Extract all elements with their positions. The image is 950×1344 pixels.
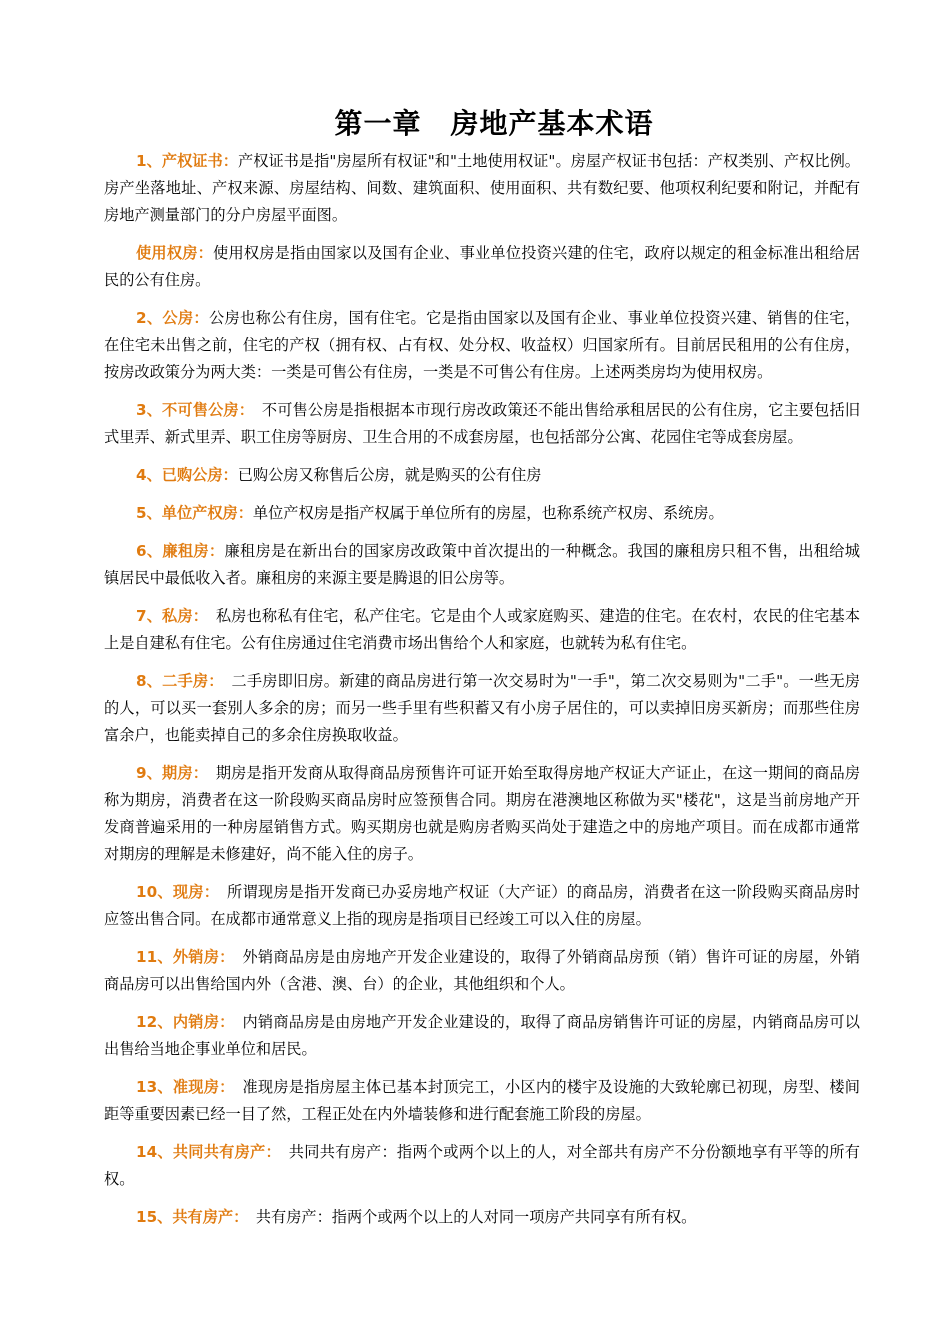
term-paragraph: [104, 1074, 860, 1128]
term-heading: 13、准现房：: [136, 1078, 228, 1096]
term-paragraph: [104, 500, 860, 527]
term-paragraph: [104, 462, 860, 489]
term-paragraph: [104, 879, 860, 933]
term-body: 期房是指开发商从取得商品房预售许可证开始至取得房地产权证大产证止，在这一期间的商品房称为期房，消费者在这一阶段购买商品房时应签预售合同。期房在港澳地区称做为买"楼花"，这是当前房地产开发商普遍采用的一种房屋销售方式。购买期房也就是购房者购买尚处于建造之中的房地产项目。而在成都市通常对期房的理解是未修建好，尚不能入住的房子。: [104, 764, 861, 863]
term-body: 已购公房又称售后公房，就是购买的公有住房: [237, 466, 542, 484]
term-paragraph: [104, 1204, 860, 1231]
term-heading: 6、廉租房：: [136, 542, 225, 560]
term-paragraph: [104, 944, 860, 998]
term-heading: 8、二手房：: [136, 672, 217, 690]
term-heading: 12、内销房：: [136, 1013, 228, 1031]
term-paragraph: [104, 668, 860, 749]
term-paragraph: [104, 760, 860, 868]
term-body: 私房也称私有住宅，私产住宅。它是由个人或家庭购买、建造的住宅。在农村，农民的住宅基本上是自建私有住宅。公有住房通过住宅消费市场出售给个人和家庭，也就转为私有住宅。: [104, 607, 861, 652]
term-paragraph: [104, 397, 860, 451]
term-body: 不可售公房是指根据本市现行房改政策还不能出售给承租居民的公有住房，它主要包括旧式里弄、新式里弄、职工住房等厨房、卫生合用的不成套房屋，也包括部分公寓、花园住宅等成套房屋。: [104, 401, 861, 446]
term-body: 公房也称公有住房，国有住宅。它是指由国家以及国有企业、事业单位投资兴建、销售的住宅，在住宅未出售之前，住宅的产权（拥有权、占有权、处分权、收益权）归国家所有。目前居民租用的公有住房，按房改政策分为两大类：一类是可售公有住房，一类是不可售公有住房。上述两类房均为使用权房。: [104, 309, 861, 381]
term-body: 产权证书是指"房屋所有权证"和"土地使用权证"。房屋产权证书包括：产权类别、产权比例。房产坐落地址、产权来源、房屋结构、间数、建筑面积、使用面积、共有数纪要、他项权利纪要和附记，并配有房地产测量部门的分户房屋平面图。: [104, 152, 860, 224]
term-paragraph: [104, 148, 860, 229]
term-heading: 2、公房：: [136, 309, 209, 327]
term-body: 二手房即旧房。新建的商品房进行第一次交易时为"一手"，第二次交易则为"二手"。一些无房的人，可以买一套别人多余的房；而另一些手里有些积蓄又有小房子居住的，可以卖掉旧房买新房；而那些住房富余户，也能卖掉自己的多余住房换取收益。: [104, 672, 860, 744]
term-heading: 11、外销房：: [136, 948, 228, 966]
term-heading: 15、共有房产：: [136, 1208, 241, 1226]
term-body: 单位产权房是指产权属于单位所有的房屋，也称系统产权房、系统房。: [252, 504, 724, 522]
term-body: 廉租房是在新出台的国家房改政策中首次提出的一种概念。我国的廉租房只租不售，出租给城镇居民中最低收入者。廉租房的来源主要是腾退的旧公房等。: [104, 542, 860, 587]
document-page: [104, 104, 860, 1242]
terms-list: [104, 148, 860, 1231]
term-heading: 9、期房：: [136, 764, 201, 782]
term-paragraph: [104, 538, 860, 592]
term-body: 使用权房是指由国家以及国有企业、事业单位投资兴建的住宅，政府以规定的租金标准出租给居民的公有住房。: [104, 244, 861, 289]
term-body: 准现房是指房屋主体已基本封顶完工，小区内的楼宇及设施的大致轮廓已初现，房型、楼间距等重要因素已经一目了然，工程正处在内外墙装修和进行配套施工阶段的房屋。: [104, 1078, 860, 1123]
term-heading: 7、私房：: [136, 607, 201, 625]
term-heading: 3、不可售公房：: [136, 401, 247, 419]
term-paragraph: [104, 240, 860, 294]
term-heading: 5、单位产权房：: [136, 504, 253, 522]
chapter-title: 第一章 房地产基本术语: [334, 107, 654, 140]
term-heading: 4、已购公房：: [136, 466, 238, 484]
term-heading: 1、产权证书：: [136, 152, 238, 170]
term-body: 外销商品房是由房地产开发企业建设的，取得了外销商品房预（销）售许可证的房屋，外销商品房可以出售给国内外（含港、澳、台）的企业，其他组织和个人。: [104, 948, 860, 993]
term-body: 内销商品房是由房地产开发企业建设的，取得了商品房销售许可证的房屋，内销商品房可以出售给当地企事业单位和居民。: [104, 1013, 860, 1058]
term-body: 共同共有房产：指两个或两个以上的人，对全部共有房产不分份额地享有平等的所有权。: [104, 1143, 860, 1188]
term-body: 共有房产：指两个或两个以上的人对同一项房产共同享有所有权。: [240, 1208, 697, 1226]
term-body: 所谓现房是指开发商已办妥房地产权证（大产证）的商品房，消费者在这一阶段购买商品房时应签出售合同。在成都市通常意义上指的现房是指项目已经竣工可以入住的房屋。: [104, 883, 860, 928]
term-paragraph: [104, 305, 860, 386]
term-heading: 14、共同共有房产：: [136, 1143, 274, 1161]
term-paragraph: [104, 603, 860, 657]
term-paragraph: [104, 1139, 860, 1193]
term-paragraph: [104, 1009, 860, 1063]
term-heading: 10、现房：: [136, 883, 212, 901]
term-heading: 使用权房：: [136, 244, 214, 262]
